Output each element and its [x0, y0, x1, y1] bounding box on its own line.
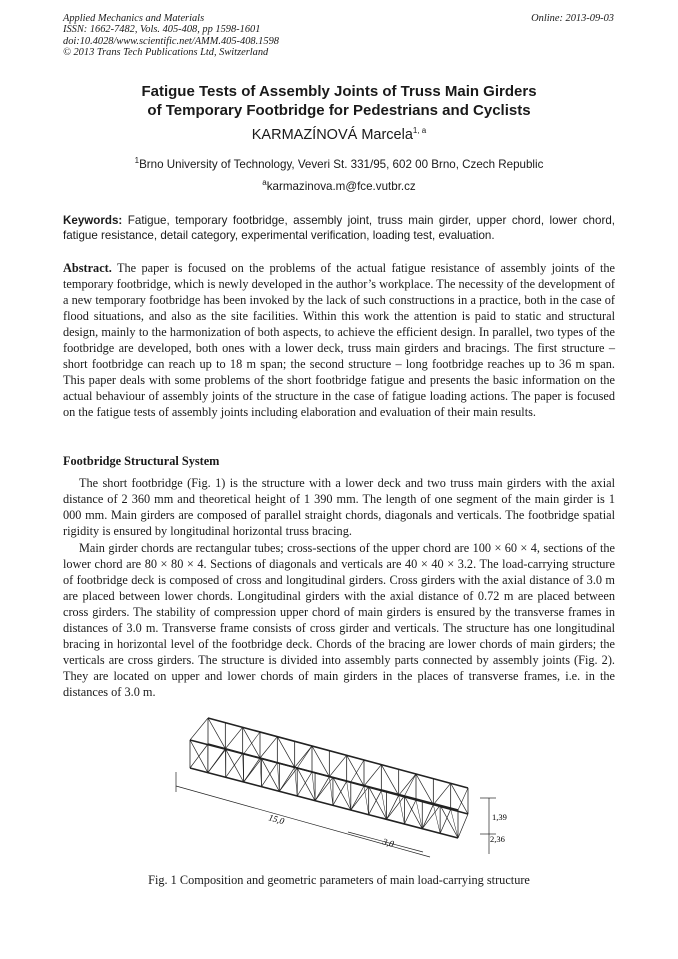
transverse-frame	[404, 774, 416, 796]
email-text: karmazinova.m@fce.vutbr.cz	[266, 179, 416, 193]
front-girder-diagonal	[315, 777, 333, 800]
author	[63, 126, 615, 143]
paragraph-2: Main girder chords are rectangular tubes; cross-sections of the upper chord are 100 × 60 × 4, sections of the lower chord are 80 × 80 × 4. Sections of diagonals and verticals are 40 × 40 × 3.2. The load-carrying structure of footbridge deck is composed of cross and longitudinal girders. Cross girders with the axial distance of 3.0 m are placed between lower chords. Longitudinal girders with the axial distance of 0.72 m are placed between cross girders. The stability of compression upper chord of main girders is ensured by the transverse frames in distances of 3.0 m. Transverse frame consists of cross girder and verticals. The structure has one longitudinal bracing in horizontal level of the footbridge deck. Chords of the bracing are lower chords of main girders; the verticals are cross girders. The structure is divided into assembly parts connected by assembly joints (Fig. 2). They are located on upper and lower chords of main girders in the places of transverse frames, i.e. in the distances of 3.0 m.	[63, 541, 615, 700]
paragraph-1: The short footbridge (Fig. 1) is the structure with a lower deck and two truss main girders with the axial distance of 2 360 mm and theoretical height of 1 390 mm. The length of one segment of the main girder is 1 000 mm. Main girders are composed of parallel straight chords, diagonals and verticals. The footbridge spatial rigidity is ensured by longitudinal horizontal truss bracing.	[63, 476, 615, 539]
rear-girder-diagonal	[399, 774, 416, 795]
footbridge-figure	[168, 714, 510, 860]
deck-cross-girder	[297, 772, 312, 796]
keywords-label: Keywords:	[63, 214, 123, 227]
deck-cross-girder	[279, 767, 294, 791]
deck-cross-girder	[315, 777, 329, 801]
deck-cross-girder	[369, 791, 382, 815]
dim-length-label: 15,0	[267, 812, 286, 827]
keywords	[63, 213, 615, 243]
transverse-frame	[190, 718, 208, 740]
deck-bracing	[416, 800, 422, 829]
dimension-lines	[176, 772, 496, 857]
abstract	[63, 260, 615, 420]
rear-girder-diagonal	[295, 746, 312, 767]
title-line-2: of Temporary Footbridge for Pedestrians and Cyclists	[147, 102, 531, 119]
author-sup: 1, a	[412, 126, 427, 135]
rear-girder-diagonal	[225, 727, 242, 748]
title-line-1: Fatigue Tests of Assembly Joints of Truss Main Girders	[141, 83, 537, 100]
deck-cross-girder	[226, 753, 243, 777]
dim-height-label: 1,39	[492, 812, 507, 822]
transverse-frame	[297, 746, 312, 768]
rear-girder-diagonal	[433, 783, 450, 804]
deck-bracing	[329, 777, 333, 806]
abstract-text: The paper is focused on the problems of the actual fatigue resistance of assembly joints of the temporary footbridge, which is newly developed in the author’s workplace. The necessity of the development of a new temporary footbridge has been invoked by the lack of such constructions in a practice, both in the case of flood situations, and also as the site facilities. Within this work the attention is paid to static and structural design, mainly to the harmonization of both aspects, to achieve the efficient design. In parallel, two types of the footbridge are developed, both ones with a lower deck, truss main girders and bracings. The first structure – short footbridge can reach up to 18 m span; the second structure – long footbridge reaches up to 36 m span. This paper deals with some problems of the short footbridge fatigue and presents the basic information on the actual behaviour of assembly joints of the structure in the case of fatigue loading actions. The paper is focused on the fatigue tests of assembly joints including elaboration and evaluation of their main results.	[63, 261, 615, 420]
front-girder-diagonal	[226, 749, 244, 782]
deck-bracing	[433, 805, 440, 834]
keywords-text: Fatigue, temporary footbridge, assembly joint, truss main girder, upper chord, lower chord, fatigue resistance, detail category, experimental verification, loading test, evaluation.	[63, 214, 615, 242]
figure-caption: Fig. 1 Composition and geometric parameters of main load-carrying structure	[148, 873, 530, 887]
deck-cross-girder	[387, 795, 399, 819]
journal-header	[63, 13, 279, 59]
transverse-frame	[244, 732, 260, 754]
deck-cross-girder	[458, 814, 468, 838]
dim-segment-label: 3,0	[381, 836, 396, 850]
deck-bracing	[364, 786, 369, 815]
rear-girder-diagonal	[364, 765, 381, 786]
deck-cross-girder	[244, 758, 260, 782]
rear-girder-diagonal	[260, 737, 277, 758]
affiliation	[63, 156, 615, 171]
affiliation-sup: 1	[134, 156, 140, 165]
transverse-frame	[351, 760, 364, 782]
section-heading: Footbridge Structural System	[63, 454, 220, 468]
rear-girder-diagonal	[329, 755, 346, 776]
deck-cross-girder	[351, 786, 364, 810]
online-date: Online: 2013-09-03	[531, 13, 614, 24]
email-sup: a	[262, 178, 267, 187]
front-girder-diagonal	[279, 768, 297, 791]
author-name: KARMAZÍNOVÁ Marcela	[251, 126, 413, 143]
front-girder-diagonal	[387, 796, 405, 819]
deck-bracing	[451, 809, 458, 838]
dim-width-label: 2,36	[490, 834, 505, 844]
author-email	[63, 178, 615, 193]
journal-name: Applied Mechanics and Materials	[63, 13, 205, 24]
paper-title	[63, 82, 615, 120]
copyright-line: © 2013 Trans Tech Publications Ltd, Switzerland	[63, 47, 269, 59]
deck-cross-girder	[190, 744, 208, 768]
truss-structure	[190, 718, 468, 838]
abstract-label: Abstract.	[63, 261, 112, 275]
deck-cross-girder	[208, 749, 225, 773]
deck-cross-girder	[333, 781, 347, 805]
affiliation-text: Brno University of Technology, Veveri St. 331/95, 602 00 Brno, Czech Republic	[139, 157, 544, 171]
doi-line: doi:10.4028/www.scientific.net/AMM.405-408.1598	[63, 35, 279, 47]
issn-line: ISSN: 1662-7482, Vols. 405-408, pp 1598-1601	[63, 24, 261, 36]
deck-cross-girder	[404, 800, 416, 824]
